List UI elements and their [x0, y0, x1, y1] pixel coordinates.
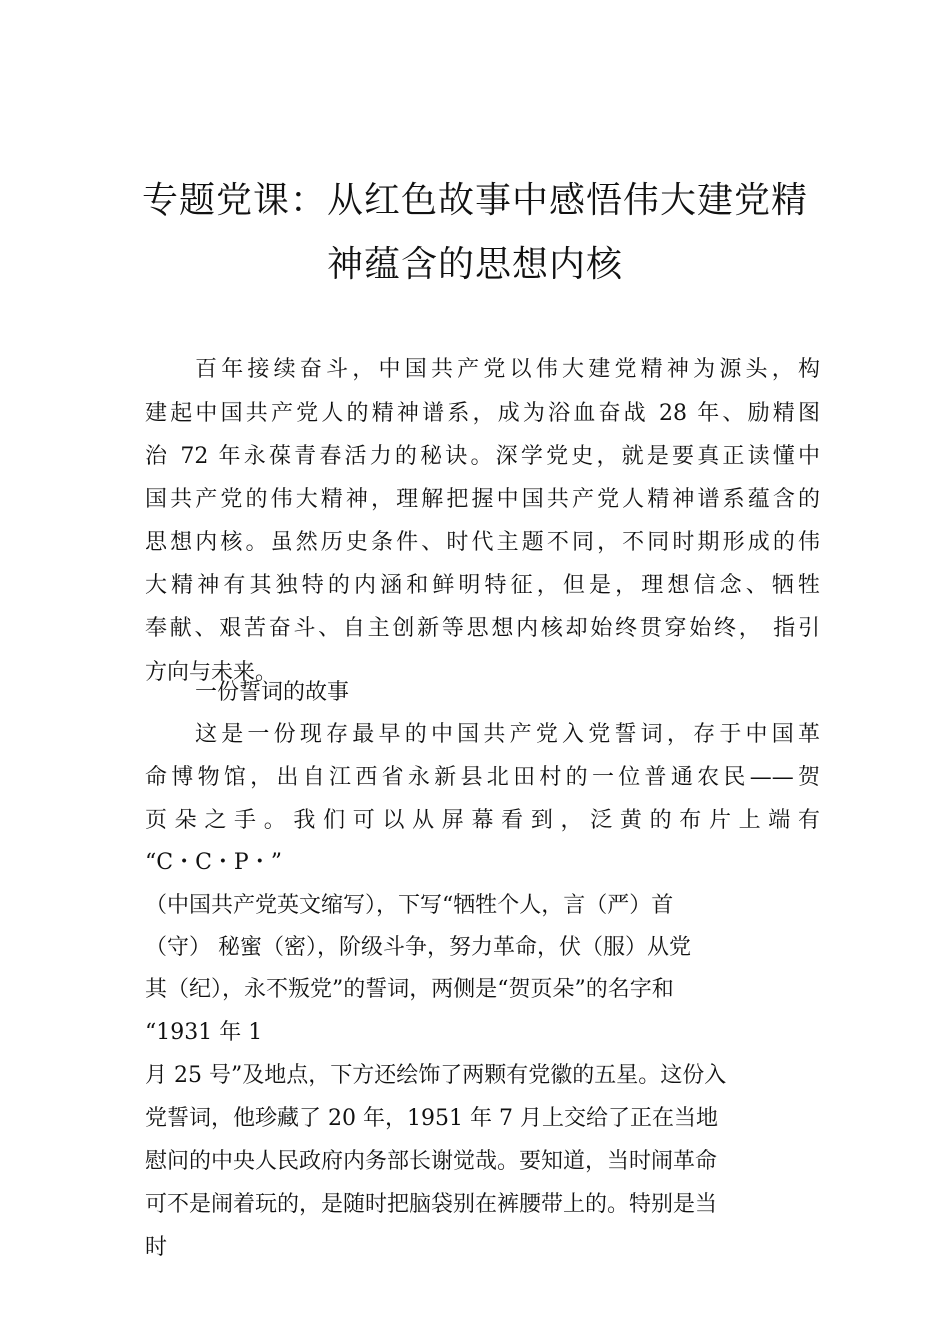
intro-line: 治 72 年永葆青春活力的秘诀。深学党史，就是要真正读懂中 — [145, 444, 820, 469]
intro-line: 奉献、艰苦奋斗、自主创新等思想内核却始终贯穿始终， 指引 — [145, 616, 820, 641]
section-line: “1931 年 1 — [145, 1020, 263, 1045]
section-line: 月 25 号”及地点，下方还绘饰了两颗有党徽的五星。这份入 — [145, 1063, 727, 1088]
document-title-line-2: 神蕴含的思想内核 — [326, 244, 623, 285]
section-line: 慰问的中央人民政府内务部长谢觉哉。要知道，当时闹革命 — [145, 1149, 718, 1174]
intro-line: 国共产党的伟大精神，理解把握中国共产党人精神谱系蕴含的 — [145, 487, 820, 512]
intro-line: 建起中国共产党人的精神谱系，成为浴血奋战 28 年、励精图 — [145, 401, 820, 426]
section-line: （中国共产党英文缩写），下写“牺牲个人，言（严）首 — [145, 893, 674, 918]
document-title-line-1: 专题党课：从红色故事中感悟伟大建党精 — [141, 180, 808, 221]
section-heading: 一份誓词的故事 — [195, 680, 350, 705]
intro-line: 思想内核。虽然历史条件、时代主题不同，不同时期形成的伟 — [145, 530, 820, 555]
intro-line: 方向与未来。 — [145, 660, 278, 685]
section-line: （守） 秘蜜（密），阶级斗争，努力革命，伏（服）从党 — [145, 935, 691, 960]
section-line: 页朵之手。我们可以从屏幕看到，泛黄的布片上端有 — [145, 808, 820, 833]
intro-line: 大精神有其独特的内涵和鲜明特征，但是，理想信念、牺牲 — [145, 573, 820, 598]
section-line: 时 — [145, 1235, 168, 1260]
section-line: 这是一份现存最早的中国共产党入党誓词，存于中国革 — [195, 722, 820, 747]
section-line: “C・C・P・” — [145, 850, 282, 875]
section-line: 其（纪），永不叛党”的誓词，两侧是“贺页朵”的名字和 — [145, 977, 674, 1002]
section-line: 命博物馆，出自江西省永新县北田村的一位普通农民——贺 — [145, 765, 820, 790]
section-line: 党誓词，他珍藏了 20 年，1951 年 7 月上交给了正在当地 — [145, 1106, 718, 1131]
intro-line: 百年接续奋斗，中国共产党以伟大建党精神为源头，构 — [195, 357, 820, 382]
section-line: 可不是闹着玩的，是随时把脑袋别在裤腰带上的。特别是当 — [145, 1192, 718, 1217]
